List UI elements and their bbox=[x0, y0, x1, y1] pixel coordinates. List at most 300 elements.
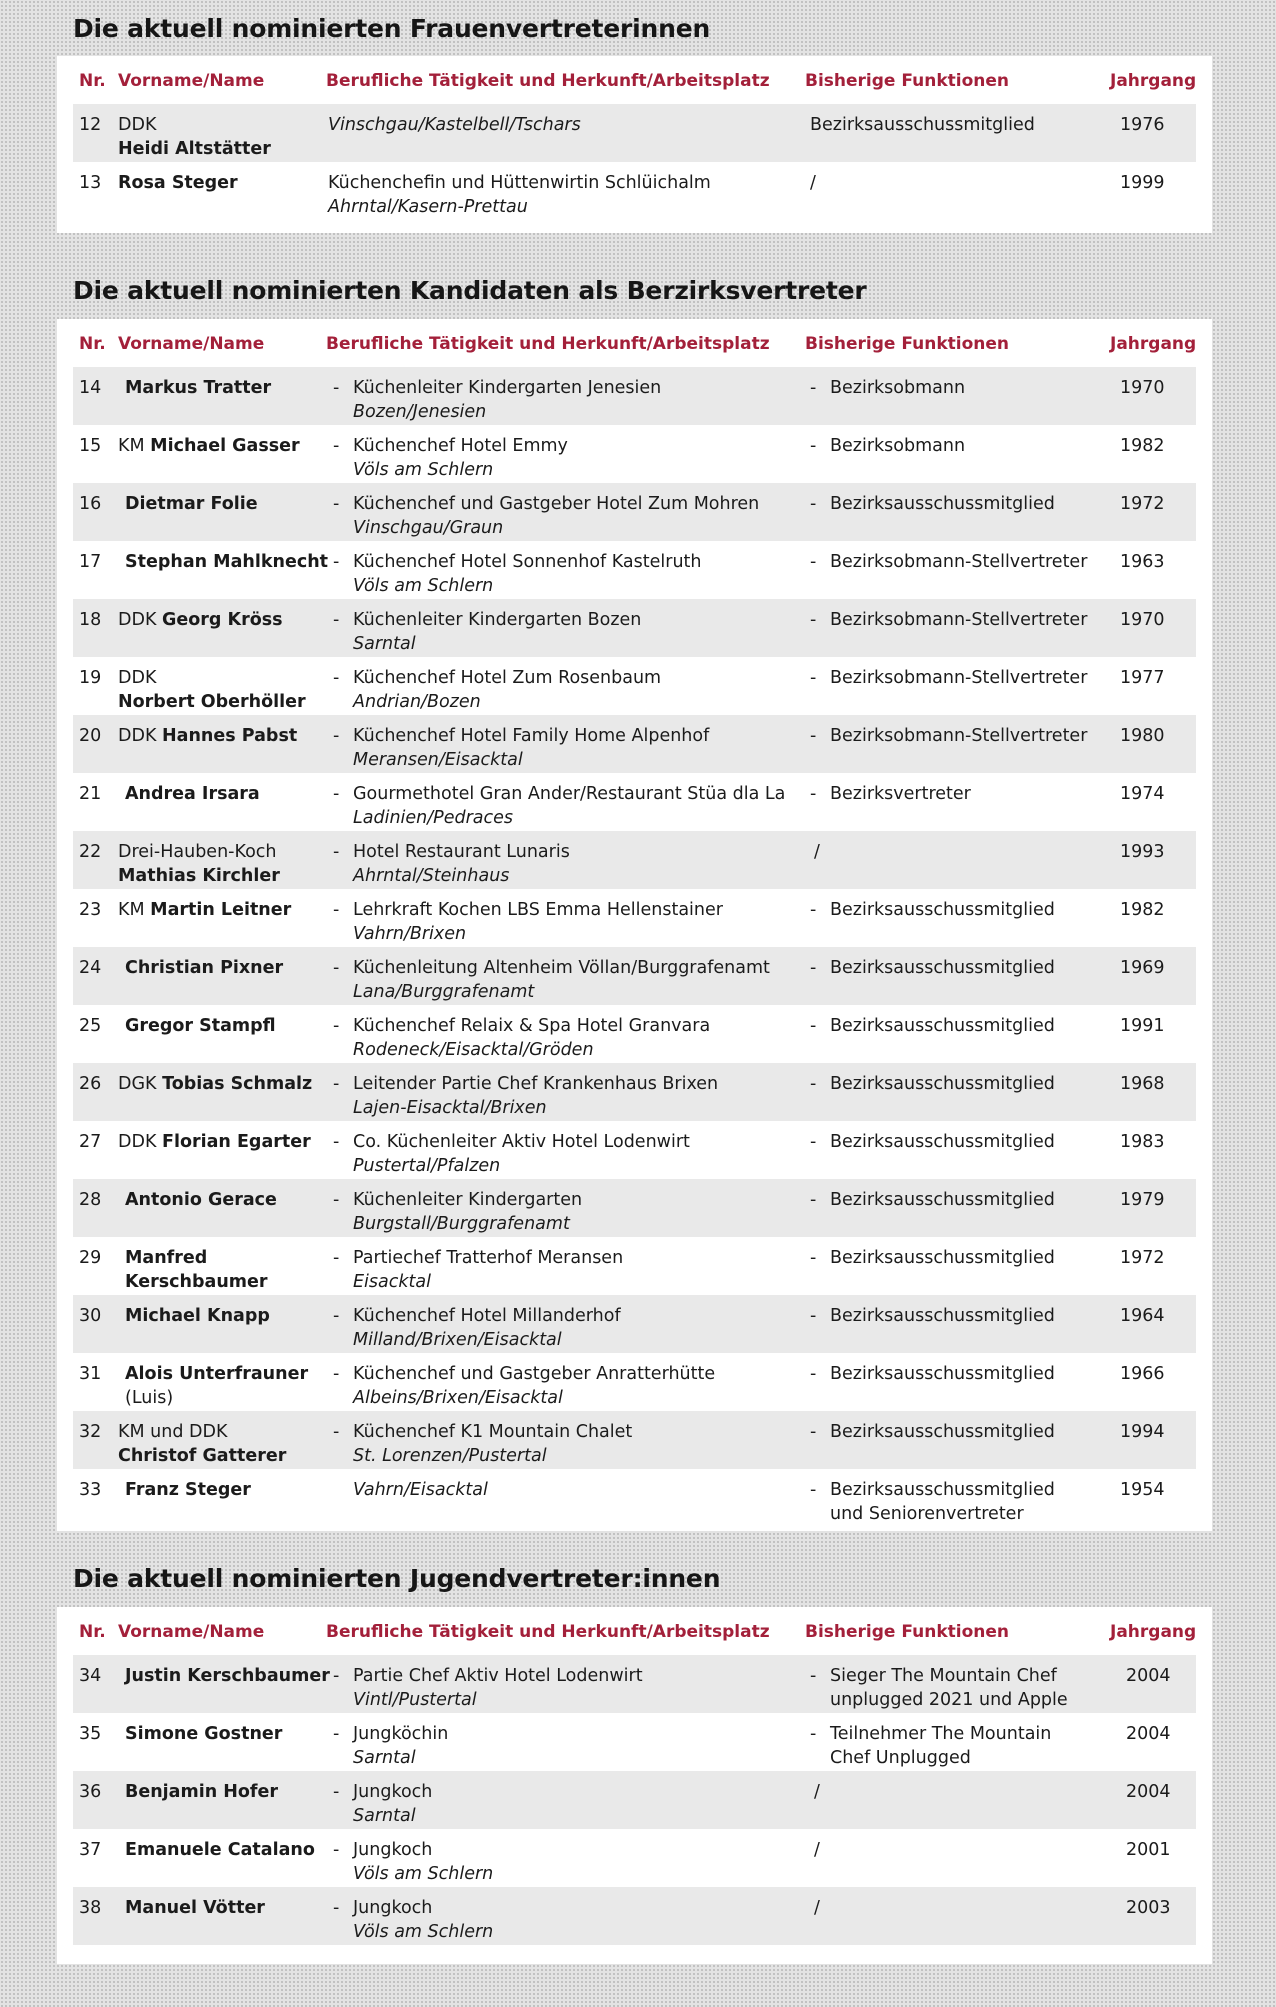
dash-bullet: - bbox=[810, 958, 817, 978]
job-text bbox=[333, 1246, 623, 1294]
person-nickname: (Luis) bbox=[125, 1388, 174, 1408]
birth-year: 1966 bbox=[1120, 1364, 1165, 1384]
table-card bbox=[57, 319, 1212, 1531]
person-name: Andrea Irsara bbox=[125, 784, 260, 804]
job-place: Sarntal bbox=[353, 634, 416, 654]
row-number: 19 bbox=[79, 668, 102, 688]
job-text bbox=[333, 666, 661, 714]
birth-year: 1964 bbox=[1120, 1306, 1165, 1326]
job-cell bbox=[328, 171, 711, 219]
birth-year: 1963 bbox=[1120, 552, 1165, 572]
header-job: Berufliche Tätigkeit und Herkunft/Arbeitsplatz bbox=[326, 71, 770, 91]
name-prefix: DDK bbox=[118, 1132, 157, 1152]
job-text bbox=[333, 1664, 643, 1712]
person-name-cell bbox=[125, 1896, 265, 1920]
person-name-cell bbox=[118, 1420, 286, 1468]
functions-text bbox=[810, 1838, 820, 1862]
job-cell bbox=[333, 840, 570, 888]
person-name-cell bbox=[118, 113, 271, 161]
row-number: 12 bbox=[79, 115, 102, 135]
row-number: 28 bbox=[79, 1190, 102, 1210]
function-text: Bezirksausschussmitglied bbox=[830, 1016, 1055, 1036]
birth-year: 2004 bbox=[1126, 1724, 1171, 1744]
functions-text bbox=[810, 1246, 1055, 1270]
dash-bullet: - bbox=[810, 494, 817, 514]
job-title: Küchenchef Hotel Emmy bbox=[353, 436, 568, 456]
table-header bbox=[57, 1607, 1212, 1655]
job-place: Rodeneck/Eisacktal/Gröden bbox=[353, 1040, 594, 1060]
person-name: Stephan Mahlknecht bbox=[125, 552, 329, 572]
birth-year: 1976 bbox=[1120, 115, 1165, 135]
job-cell bbox=[333, 1188, 582, 1236]
header-name: Vorname/Name bbox=[118, 334, 265, 354]
row-number: 37 bbox=[79, 1840, 102, 1860]
row-number: 30 bbox=[79, 1306, 102, 1326]
person-name: Florian Egarter bbox=[162, 1132, 311, 1152]
table-row bbox=[73, 541, 1196, 599]
person-name: Manuel Vötter bbox=[125, 1898, 265, 1918]
dash-bullet: - bbox=[333, 1840, 340, 1860]
function-text: Bezirksvertreter bbox=[830, 784, 971, 804]
name-prefix: DDK bbox=[118, 610, 157, 630]
person-name-cell bbox=[125, 1664, 330, 1688]
table-row bbox=[73, 425, 1196, 483]
dash-bullet: - bbox=[333, 610, 340, 630]
job-text bbox=[333, 1014, 710, 1062]
dash-bullet: - bbox=[810, 900, 817, 920]
header-year: Jahrgang bbox=[1110, 71, 1197, 91]
dash-bullet: - bbox=[333, 1248, 340, 1268]
job-title: Jungkoch bbox=[353, 1840, 433, 1860]
table-row bbox=[73, 715, 1196, 773]
person-name-cell bbox=[118, 434, 300, 458]
table-row bbox=[73, 483, 1196, 541]
function-text: Bezirksausschussmitglied bbox=[810, 115, 1035, 135]
name-prefix: DDK bbox=[118, 115, 157, 135]
birth-year: 1979 bbox=[1120, 1190, 1165, 1210]
function-text: Bezirksobmann bbox=[830, 378, 966, 398]
section-title: Die aktuell nominierten Jugendvertreter:innen bbox=[73, 1564, 721, 1593]
birth-year: 1980 bbox=[1120, 726, 1165, 746]
function-text: / bbox=[814, 1782, 820, 1802]
function-text: / bbox=[814, 1898, 820, 1918]
person-name: Antonio Gerace bbox=[125, 1190, 277, 1210]
functions-text bbox=[810, 782, 971, 806]
person-name: Rosa Steger bbox=[118, 173, 238, 193]
dash-bullet: - bbox=[810, 610, 817, 630]
table-row bbox=[73, 1005, 1196, 1063]
job-text bbox=[333, 782, 785, 830]
functions-cell bbox=[810, 1362, 1055, 1386]
function-text-line2: Chef Unplugged bbox=[830, 1748, 971, 1768]
row-number: 27 bbox=[79, 1132, 102, 1152]
functions-text bbox=[810, 1362, 1055, 1386]
person-name: Gregor Stampfl bbox=[125, 1016, 276, 1036]
row-number: 34 bbox=[79, 1666, 102, 1686]
job-place: Andrian/Bozen bbox=[353, 692, 481, 712]
row-number: 26 bbox=[79, 1074, 102, 1094]
person-name: Franz Steger bbox=[125, 1480, 251, 1500]
job-title: Hotel Restaurant Lunaris bbox=[353, 842, 570, 862]
row-number: 17 bbox=[79, 552, 102, 572]
functions-text bbox=[810, 1478, 1055, 1526]
functions-cell bbox=[810, 1780, 820, 1804]
person-name-cell bbox=[125, 492, 258, 516]
person-name: Markus Tratter bbox=[125, 378, 272, 398]
functions-cell bbox=[810, 898, 1055, 922]
job-text bbox=[333, 1072, 718, 1120]
functions-cell bbox=[810, 840, 820, 864]
job-title: Küchenleiter Kindergarten Jenesien bbox=[353, 378, 662, 398]
birth-year: 1970 bbox=[1120, 378, 1165, 398]
header-functions: Bisherige Funktionen bbox=[805, 1622, 1010, 1642]
person-name-line2: Kerschbaumer bbox=[125, 1272, 268, 1292]
job-place: Völs am Schlern bbox=[353, 576, 494, 596]
functions-cell bbox=[810, 171, 816, 195]
person-name: Christian Pixner bbox=[125, 958, 284, 978]
dash-bullet: - bbox=[333, 726, 340, 746]
table-row bbox=[73, 831, 1196, 889]
functions-text bbox=[810, 1304, 1055, 1328]
function-text: Bezirksausschussmitglied bbox=[830, 494, 1055, 514]
functions-text bbox=[810, 956, 1055, 980]
job-place: Eisacktal bbox=[353, 1272, 431, 1292]
birth-year: 2004 bbox=[1126, 1782, 1171, 1802]
header-nr: Nr. bbox=[79, 71, 106, 91]
person-name-cell bbox=[118, 1072, 312, 1096]
functions-text bbox=[810, 1420, 1055, 1444]
person-name-cell bbox=[118, 666, 306, 714]
job-place: Meransen/Eisacktal bbox=[353, 750, 523, 770]
job-title: Lehrkraft Kochen LBS Emma Hellenstainer bbox=[353, 900, 723, 920]
dash-bullet: - bbox=[333, 1190, 340, 1210]
job-title: Küchenchef und Gastgeber Anratterhütte bbox=[353, 1364, 716, 1384]
person-name: Norbert Oberhöller bbox=[118, 692, 306, 712]
table-row bbox=[73, 1771, 1196, 1829]
person-name: Justin Kerschbaumer bbox=[125, 1666, 330, 1686]
job-place: Völs am Schlern bbox=[353, 1864, 494, 1884]
job-text bbox=[333, 1722, 448, 1770]
job-cell bbox=[333, 782, 785, 830]
function-text: Sieger The Mountain Chef bbox=[830, 1666, 1057, 1686]
job-title: Jungkoch bbox=[353, 1782, 433, 1802]
job-place: Pustertal/Pfalzen bbox=[353, 1156, 501, 1176]
person-name-cell bbox=[118, 1130, 311, 1154]
job-text bbox=[333, 1838, 493, 1886]
table-row bbox=[73, 367, 1196, 425]
job-place: Vinschgau/Kastelbell/Tschars bbox=[328, 115, 581, 135]
person-name: Georg Kröss bbox=[162, 610, 283, 630]
dash-bullet: - bbox=[333, 1364, 340, 1384]
functions-cell bbox=[810, 1896, 820, 1920]
row-number: 14 bbox=[79, 378, 102, 398]
functions-cell bbox=[810, 434, 965, 458]
job-place: Bozen/Jenesien bbox=[353, 402, 487, 422]
job-place: St. Lorenzen/Pustertal bbox=[353, 1446, 547, 1466]
job-title: Co. Küchenleiter Aktiv Hotel Lodenwirt bbox=[353, 1132, 690, 1152]
job-cell bbox=[333, 1420, 632, 1468]
name-prefix: KM bbox=[118, 436, 145, 456]
job-cell bbox=[333, 1722, 448, 1770]
row-number: 23 bbox=[79, 900, 102, 920]
header-year: Jahrgang bbox=[1110, 1622, 1197, 1642]
job-title: Jungköchin bbox=[353, 1724, 449, 1744]
job-title: Küchenchef Hotel Zum Rosenbaum bbox=[353, 668, 662, 688]
row-number: 20 bbox=[79, 726, 102, 746]
job-place: Sarntal bbox=[353, 1748, 416, 1768]
birth-year: 1974 bbox=[1120, 784, 1165, 804]
function-text: Bezirksobmann-Stellvertreter bbox=[830, 610, 1088, 630]
job-text bbox=[333, 1896, 493, 1944]
job-title: Küchenchefin und Hüttenwirtin Schlüichalm bbox=[328, 173, 711, 193]
person-name-cell bbox=[118, 171, 238, 195]
row-number: 16 bbox=[79, 494, 102, 514]
job-text bbox=[333, 1304, 621, 1352]
row-number: 38 bbox=[79, 1898, 102, 1918]
functions-cell bbox=[810, 492, 1055, 516]
person-name-cell bbox=[118, 840, 280, 888]
dash-bullet: - bbox=[333, 1132, 340, 1152]
job-title: Küchenchef K1 Mountain Chalet bbox=[353, 1422, 633, 1442]
functions-cell bbox=[810, 1420, 1055, 1444]
job-text bbox=[333, 1478, 488, 1502]
person-name: Emanuele Catalano bbox=[125, 1840, 315, 1860]
dash-bullet: - bbox=[333, 842, 340, 862]
functions-cell bbox=[810, 1188, 1055, 1212]
functions-text bbox=[810, 898, 1055, 922]
job-place: Ahrntal/Kasern-Prettau bbox=[328, 197, 528, 217]
dash-bullet: - bbox=[810, 552, 817, 572]
job-place: Ahrntal/Steinhaus bbox=[353, 866, 510, 886]
person-name-cell bbox=[125, 1362, 308, 1410]
dash-bullet: - bbox=[810, 1724, 817, 1744]
table-row bbox=[73, 1237, 1196, 1295]
header-functions: Bisherige Funktionen bbox=[805, 334, 1010, 354]
job-text bbox=[333, 608, 641, 656]
row-number: 31 bbox=[79, 1364, 102, 1384]
job-cell bbox=[333, 1072, 718, 1120]
person-name-cell bbox=[125, 1722, 282, 1746]
job-title: Partie Chef Aktiv Hotel Lodenwirt bbox=[353, 1666, 643, 1686]
table-row bbox=[73, 1063, 1196, 1121]
job-place: Völs am Schlern bbox=[353, 460, 494, 480]
table-row bbox=[73, 1469, 1196, 1527]
functions-cell bbox=[810, 956, 1055, 980]
table-card bbox=[57, 56, 1212, 233]
birth-year: 1954 bbox=[1120, 1480, 1165, 1500]
table-row bbox=[73, 162, 1196, 220]
header-name: Vorname/Name bbox=[118, 71, 265, 91]
dash-bullet: - bbox=[333, 1016, 340, 1036]
dash-bullet: - bbox=[333, 436, 340, 456]
job-text bbox=[328, 113, 581, 137]
job-cell bbox=[333, 1780, 432, 1828]
job-place: Vintl/Pustertal bbox=[353, 1690, 477, 1710]
birth-year: 1999 bbox=[1120, 173, 1165, 193]
job-text bbox=[333, 898, 723, 946]
function-text: Bezirksobmann-Stellvertreter bbox=[830, 726, 1088, 746]
dash-bullet: - bbox=[810, 1190, 817, 1210]
person-name: Michael Gasser bbox=[150, 436, 300, 456]
row-number: 25 bbox=[79, 1016, 102, 1036]
dash-bullet: - bbox=[333, 1074, 340, 1094]
functions-cell bbox=[810, 376, 965, 400]
job-cell bbox=[333, 1664, 643, 1712]
dash-bullet: - bbox=[333, 1898, 340, 1918]
table-row bbox=[73, 1713, 1196, 1771]
dash-bullet: - bbox=[810, 1666, 817, 1686]
header-job: Berufliche Tätigkeit und Herkunft/Arbeitsplatz bbox=[326, 1622, 770, 1642]
function-text: Bezirksausschussmitglied bbox=[830, 1480, 1055, 1500]
job-text bbox=[333, 840, 570, 888]
row-number: 22 bbox=[79, 842, 102, 862]
function-text: Bezirksausschussmitglied bbox=[830, 1190, 1055, 1210]
person-name-cell bbox=[125, 1838, 315, 1862]
job-place: Sarntal bbox=[353, 1806, 416, 1826]
functions-cell bbox=[810, 1478, 1055, 1526]
birth-year: 1993 bbox=[1120, 842, 1165, 862]
functions-cell bbox=[810, 782, 971, 806]
table-rows bbox=[73, 1655, 1196, 1945]
row-number: 24 bbox=[79, 958, 102, 978]
name-prefix: DDK bbox=[118, 726, 157, 746]
functions-cell bbox=[810, 1304, 1055, 1328]
dash-bullet: - bbox=[333, 668, 340, 688]
job-title: Küchenchef Hotel Millanderhof bbox=[353, 1306, 621, 1326]
birth-year: 2003 bbox=[1126, 1898, 1171, 1918]
job-cell bbox=[333, 724, 709, 772]
functions-cell bbox=[810, 1838, 820, 1862]
job-cell bbox=[333, 492, 759, 540]
row-number: 13 bbox=[79, 173, 102, 193]
table-row bbox=[73, 599, 1196, 657]
dash-bullet: - bbox=[333, 784, 340, 804]
job-cell bbox=[333, 956, 770, 1004]
job-cell bbox=[333, 666, 661, 714]
dash-bullet: - bbox=[810, 436, 817, 456]
header-job: Berufliche Tätigkeit und Herkunft/Arbeitsplatz bbox=[326, 334, 770, 354]
dash-bullet: - bbox=[333, 1422, 340, 1442]
birth-year: 1968 bbox=[1120, 1074, 1165, 1094]
dash-bullet: - bbox=[810, 1306, 817, 1326]
table-row bbox=[73, 947, 1196, 1005]
function-text: Bezirksausschussmitglied bbox=[830, 900, 1055, 920]
table-row bbox=[73, 1353, 1196, 1411]
dash-bullet: - bbox=[810, 784, 817, 804]
birth-year: 1991 bbox=[1120, 1016, 1165, 1036]
person-name: Manfred bbox=[125, 1248, 208, 1268]
person-name: Heidi Altstätter bbox=[118, 139, 271, 159]
job-text bbox=[333, 550, 702, 598]
table-row bbox=[73, 1829, 1196, 1887]
table-row bbox=[73, 104, 1196, 162]
job-text bbox=[333, 492, 759, 540]
name-prefix: KM und DDK bbox=[118, 1422, 228, 1442]
header-year: Jahrgang bbox=[1110, 334, 1197, 354]
table-row bbox=[73, 1121, 1196, 1179]
job-text bbox=[333, 434, 568, 482]
dash-bullet: - bbox=[333, 1306, 340, 1326]
dash-bullet: - bbox=[333, 378, 340, 398]
name-prefix: KM bbox=[118, 900, 145, 920]
job-title: Küchenchef Hotel Family Home Alpenhof bbox=[353, 726, 710, 746]
dash-bullet: - bbox=[810, 1016, 817, 1036]
birth-year: 2001 bbox=[1126, 1840, 1171, 1860]
function-text: Bezirksobmann bbox=[830, 436, 966, 456]
person-name: Christof Gatterer bbox=[118, 1446, 287, 1466]
functions-text bbox=[810, 1664, 1068, 1712]
person-name-cell bbox=[118, 608, 283, 632]
function-text: Bezirksobmann-Stellvertreter bbox=[830, 552, 1088, 572]
function-text: / bbox=[810, 173, 816, 193]
person-name: Simone Gostner bbox=[125, 1724, 283, 1744]
function-text: Bezirksausschussmitglied bbox=[830, 1132, 1055, 1152]
header-name: Vorname/Name bbox=[118, 1622, 265, 1642]
dash-bullet: - bbox=[810, 726, 817, 746]
table-row bbox=[73, 1295, 1196, 1353]
functions-text bbox=[810, 434, 965, 458]
functions-text bbox=[810, 492, 1055, 516]
person-name-cell bbox=[125, 1014, 276, 1038]
job-cell bbox=[333, 898, 723, 946]
birth-year: 1972 bbox=[1120, 494, 1165, 514]
job-title: Gourmethotel Gran Ander/Restaurant Stüa dla La bbox=[353, 784, 786, 804]
table-row bbox=[73, 889, 1196, 947]
name-prefix: Drei-Hauben-Koch bbox=[118, 842, 277, 862]
person-name-cell bbox=[125, 1780, 278, 1804]
header-nr: Nr. bbox=[79, 1622, 106, 1642]
row-number: 29 bbox=[79, 1248, 102, 1268]
job-text bbox=[333, 1188, 582, 1236]
dash-bullet: - bbox=[810, 1074, 817, 1094]
table-header bbox=[57, 319, 1212, 367]
person-name: Hannes Pabst bbox=[162, 726, 298, 746]
job-title: Jungkoch bbox=[353, 1898, 433, 1918]
functions-text bbox=[810, 1072, 1055, 1096]
functions-cell bbox=[810, 1722, 1051, 1770]
person-name-cell bbox=[125, 1478, 251, 1502]
person-name-cell bbox=[125, 376, 271, 400]
header-nr: Nr. bbox=[79, 334, 106, 354]
functions-cell bbox=[810, 113, 1035, 137]
table-row bbox=[73, 1887, 1196, 1945]
job-place: Burgstall/Burggrafenamt bbox=[353, 1214, 570, 1234]
dash-bullet: - bbox=[810, 378, 817, 398]
job-place: Vahrn/Eisacktal bbox=[353, 1480, 488, 1500]
job-title: Küchenchef und Gastgeber Hotel Zum Mohren bbox=[353, 494, 760, 514]
dash-bullet: - bbox=[810, 1422, 817, 1442]
person-name-cell bbox=[125, 956, 283, 980]
functions-text bbox=[810, 724, 1087, 748]
table-row bbox=[73, 1655, 1196, 1713]
person-name: Martin Leitner bbox=[150, 900, 292, 920]
dash-bullet: - bbox=[810, 1480, 817, 1500]
dash-bullet: - bbox=[333, 1724, 340, 1744]
functions-cell bbox=[810, 1130, 1055, 1154]
job-place: Vahrn/Brixen bbox=[353, 924, 467, 944]
birth-year: 2004 bbox=[1126, 1666, 1171, 1686]
functions-text bbox=[810, 113, 1035, 137]
birth-year: 1994 bbox=[1120, 1422, 1165, 1442]
job-cell bbox=[333, 1838, 493, 1886]
functions-text bbox=[810, 840, 820, 864]
functions-text bbox=[810, 550, 1087, 574]
functions-text bbox=[810, 1896, 820, 1920]
functions-text bbox=[810, 666, 1087, 690]
job-cell bbox=[333, 550, 702, 598]
name-prefix: DDK bbox=[118, 668, 157, 688]
person-name: Tobias Schmalz bbox=[162, 1074, 313, 1094]
